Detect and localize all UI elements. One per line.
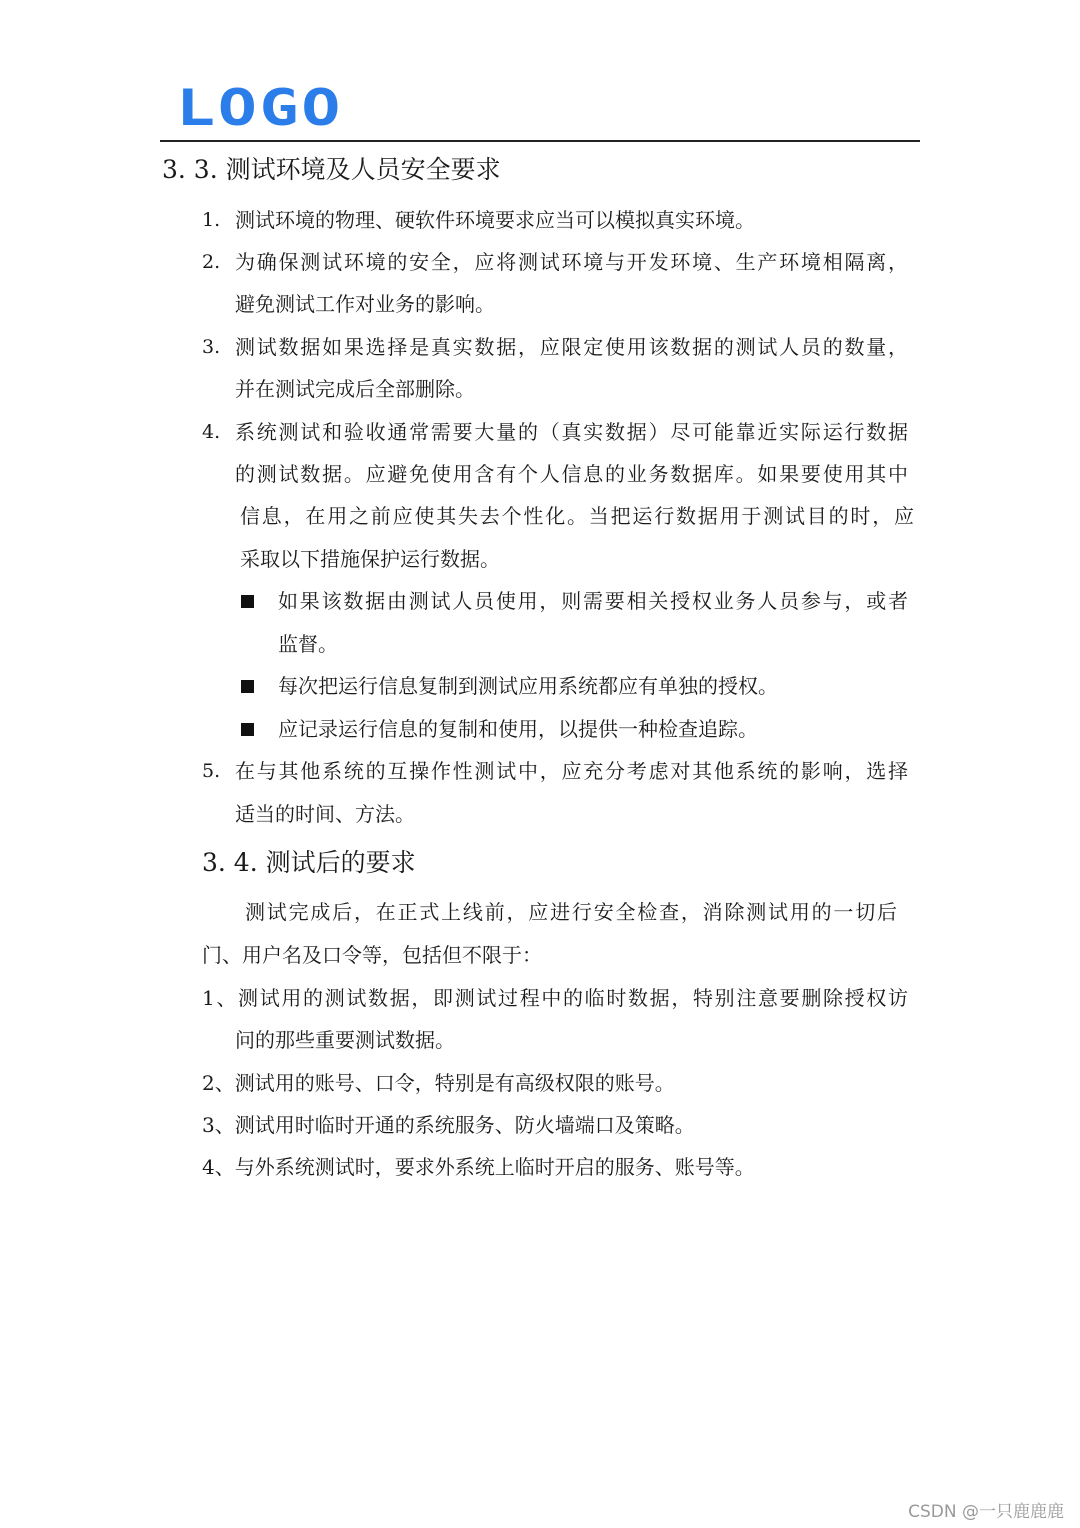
bullet-text: 监督。 (278, 632, 338, 656)
bullet-square-icon (241, 680, 254, 693)
list-item-text: 问的那些重要测试数据。 (235, 1028, 455, 1052)
list-number: 4. (202, 421, 221, 443)
section-title-3-3: 3. 3. 测试环境及人员安全要求 (162, 155, 501, 184)
list-number: 3. (202, 336, 221, 358)
list-item-text: 的测试数据。应避免使用含有个人信息的业务数据库。如果要使用其中 (235, 462, 908, 486)
list-item-text: 2、测试用的账号、口令，特别是有高级权限的账号。 (202, 1071, 675, 1095)
list-item-text: 避免测试工作对业务的影响。 (235, 292, 495, 316)
bullet-text: 每次把运行信息复制到测试应用系统都应有单独的授权。 (278, 674, 778, 698)
list-item-text: 在与其他系统的互操作性测试中，应充分考虑对其他系统的影响，选择 (235, 759, 908, 783)
list-number: 2. (202, 251, 221, 273)
section-title-3-4: 3. 4. 测试后的要求 (202, 848, 416, 877)
list-item-text: 1、测试用的测试数据，即测试过程中的临时数据，特别注意要删除授权访 (202, 986, 908, 1010)
intro-text: 测试完成后，在正式上线前，应进行安全检查，消除测试用的一切后 (245, 900, 897, 924)
list-number: 5. (202, 760, 221, 782)
bullet-square-icon (241, 595, 254, 608)
list-item-text: 适当的时间、方法。 (235, 802, 415, 826)
logo: LOGO (176, 79, 343, 137)
list-item-text: 测试环境的物理、硬软件环境要求应当可以模拟真实环境。 (235, 208, 755, 232)
header-divider (160, 140, 920, 142)
bullet-text: 如果该数据由测试人员使用，则需要相关授权业务人员参与，或者 (278, 589, 908, 613)
list-item-text: 测试数据如果选择是真实数据，应限定使用该数据的测试人员的数量， (235, 335, 908, 359)
list-item-text: 为确保测试环境的安全，应将测试环境与开发环境、生产环境相隔离， (235, 250, 908, 274)
watermark: CSDN @一只鹿鹿鹿 (908, 1502, 1064, 1522)
list-item-text: 4、与外系统测试时，要求外系统上临时开启的服务、账号等。 (202, 1155, 755, 1179)
list-item-text: 3、测试用时临时开通的系统服务、防火墙端口及策略。 (202, 1113, 695, 1137)
list-number: 1. (202, 209, 221, 231)
list-item-text: 采取以下措施保护运行数据。 (240, 547, 500, 571)
list-item-text: 信息，在用之前应使其失去个性化。当把运行数据用于测试目的时，应 (240, 504, 914, 528)
list-item-text: 并在测试完成后全部删除。 (235, 377, 475, 401)
intro-text: 门、用户名及口令等，包括但不限于： (202, 943, 542, 967)
list-item-text: 系统测试和验收通常需要大量的（真实数据）尽可能靠近实际运行数据 (235, 420, 908, 444)
bullet-square-icon (241, 723, 254, 736)
bullet-text: 应记录运行信息的复制和使用，以提供一种检查追踪。 (278, 717, 758, 741)
